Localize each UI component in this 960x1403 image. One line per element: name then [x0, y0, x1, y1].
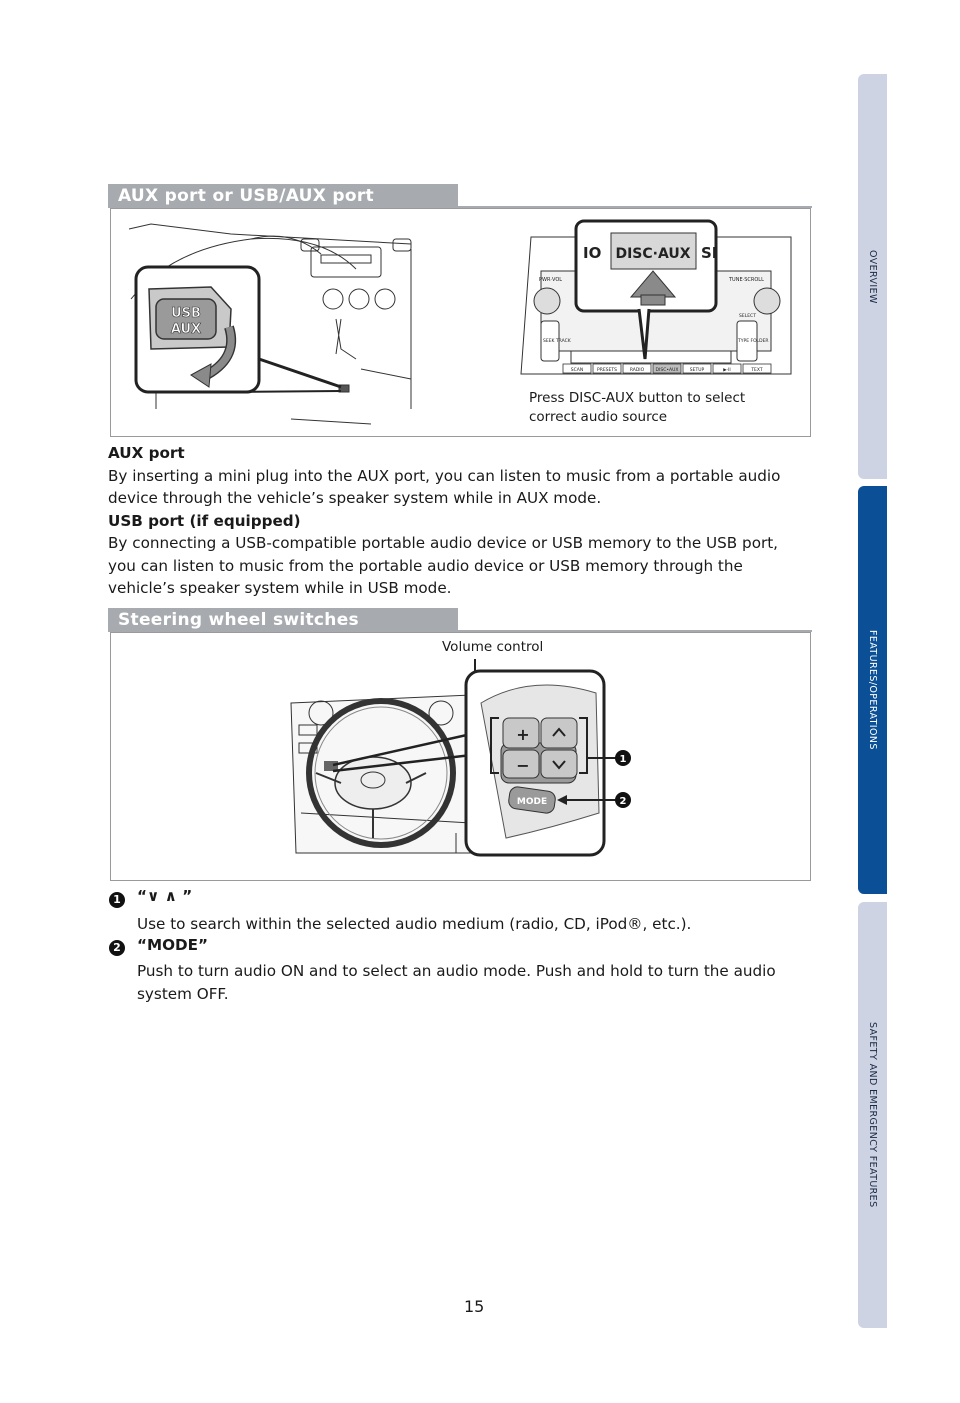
volume-plus-symbol: + — [516, 725, 530, 744]
volume-minus-symbol: − — [516, 756, 530, 775]
steering-illustration-frame — [110, 632, 811, 881]
item-title-1: “∨ ∧ ” — [137, 887, 193, 905]
side-tab-features-label: FEATURES/OPERATIONS — [867, 630, 878, 750]
caption-line-1: Press DISC-AUX button to select — [529, 390, 746, 406]
radio-button-label: RADIO — [629, 368, 645, 373]
aux-text: By inserting a mini plug into the AUX port, you can listen to music from a portable audio device through the vehicle’s speaker system while in AUX mode. — [108, 466, 781, 507]
steering-wheel-illustration — [111, 633, 810, 880]
side-tab-safety[interactable] — [858, 902, 887, 1328]
radio-button-label: SCAN — [570, 368, 584, 373]
display-left-text: IO — [583, 244, 602, 262]
side-tab-safety-label: SAFETY AND EMERGENCY FEATURES — [867, 1022, 878, 1208]
side-tab-overview[interactable] — [858, 74, 887, 479]
aux-heading: AUX port — [108, 444, 185, 462]
item-number-1: 1 — [109, 892, 125, 908]
type-folder-label: TYPE FOLDER — [738, 339, 769, 344]
volume-control-label: Volume control — [442, 639, 544, 655]
item-title-2: “MODE” — [137, 936, 208, 954]
display-right-text: SI — [701, 244, 718, 262]
section-title-steering: Steering wheel switches — [108, 608, 458, 632]
radio-button-label: TEXT — [751, 368, 763, 373]
caption-line-2: correct audio source — [529, 409, 668, 425]
aux-usb-description — [108, 442, 808, 600]
radio-button-label: SETUP — [689, 368, 705, 373]
select-label: SELECT — [739, 314, 756, 319]
usb-heading: USB port (if equipped) — [108, 511, 301, 530]
section-title-aux: AUX port or USB/AUX port — [108, 184, 458, 208]
item-number-2: 2 — [109, 940, 125, 956]
radio-button-label: ▶·II — [723, 368, 731, 373]
knob-right-label: TUNE·SCROLL — [729, 277, 764, 283]
knob-left-label: PWR·VOL — [539, 277, 563, 283]
port-label-usb: USB — [171, 306, 201, 321]
item-text-2: Push to turn audio ON and to select an audio mode. Push and hold to turn the audio system OFF. — [137, 962, 776, 1003]
mode-button-label: MODE — [516, 797, 548, 807]
radio-button-label: DISC•AUX — [655, 368, 679, 373]
callout-2: 2 — [619, 796, 627, 807]
item-text-1: Use to search within the selected audio medium (radio, CD, iPod®, etc.). — [137, 915, 692, 933]
side-tab-features[interactable] — [858, 486, 887, 894]
port-label-aux: AUX — [170, 322, 202, 337]
display-center-text: DISC·AUX — [615, 246, 691, 262]
callout-1: 1 — [619, 754, 627, 765]
seek-track-label: SEEK TRACK — [543, 339, 571, 344]
radio-button-label: PRESETS — [597, 368, 617, 373]
page-number: 15 — [464, 1297, 485, 1316]
side-tab-overview-label: OVERVIEW — [867, 249, 878, 304]
aux-illustration-frame — [110, 208, 811, 437]
disc-aux-caption — [529, 389, 745, 427]
usb-text: By connecting a USB-compatible portable audio device or USB memory to the USB port, you can listen to music from the portable audio device or USB memory through the vehicle’s speaker system while in USB mode. — [108, 534, 779, 597]
